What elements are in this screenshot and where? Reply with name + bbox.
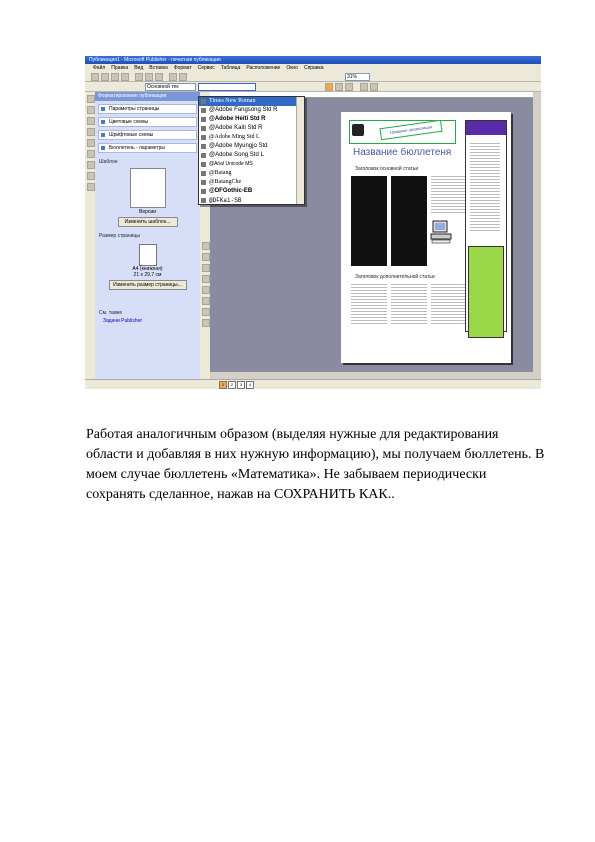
new-icon[interactable] xyxy=(91,73,99,81)
font-option[interactable]: @Adobe Fangsong Std R xyxy=(199,106,304,115)
copy-icon[interactable] xyxy=(145,73,153,81)
formatting-toolbar xyxy=(85,82,541,92)
window-title: Публикация1 - Microsoft Publisher - печатная публикация xyxy=(85,56,541,64)
page-size-icon xyxy=(139,244,157,266)
menu-tools[interactable]: Сервис xyxy=(197,65,215,71)
font-dropdown-list[interactable] xyxy=(198,96,305,205)
sidebar-frame[interactable] xyxy=(465,120,507,332)
table-icon[interactable] xyxy=(87,117,95,125)
print-icon[interactable] xyxy=(121,73,129,81)
menu-help[interactable]: Справка xyxy=(303,65,324,71)
main-headline[interactable]: Заголовок основной статьи xyxy=(355,166,419,172)
menu-bar xyxy=(85,64,541,72)
change-template-button[interactable]: Изменить шаблон... xyxy=(118,217,178,227)
selected-text-column[interactable] xyxy=(391,176,427,266)
align-center-icon[interactable] xyxy=(370,83,378,91)
undo-icon[interactable] xyxy=(169,73,177,81)
font-option[interactable]: Times New Roman xyxy=(199,97,304,106)
newsletter-title[interactable]: Название бюллетеня xyxy=(353,147,452,158)
font-option[interactable]: @Arial Unicode MS xyxy=(199,160,304,169)
color-schemes-item[interactable]: Цветовые схемы xyxy=(98,117,197,127)
line-icon[interactable] xyxy=(87,150,95,158)
menu-file[interactable]: Файл xyxy=(93,65,106,71)
align-left-icon[interactable] xyxy=(360,83,368,91)
menu-edit[interactable]: Правка xyxy=(111,65,129,71)
status-bar xyxy=(85,379,541,389)
page-tab[interactable]: 1 xyxy=(219,381,227,389)
font-option[interactable]: @Adobe Kaiti Std R xyxy=(199,124,304,133)
font-option[interactable]: @DFKai-SB xyxy=(199,196,304,205)
see-also-label: См. также xyxy=(99,310,123,316)
menu-arrange[interactable]: Расположение xyxy=(246,65,281,71)
zoom-select[interactable]: 31% xyxy=(345,73,370,81)
menu-format[interactable]: Формат xyxy=(173,65,192,71)
wordart-icon[interactable] xyxy=(87,128,95,136)
font-option[interactable]: @DFGothic-EB xyxy=(199,187,304,196)
tool-icon[interactable] xyxy=(202,253,210,261)
tool-icon[interactable] xyxy=(202,319,210,327)
text-box-icon[interactable] xyxy=(87,106,95,114)
page-tab[interactable]: 3 xyxy=(237,381,245,389)
computer-clipart-icon[interactable] xyxy=(429,220,455,244)
standard-toolbar xyxy=(85,72,541,82)
font-schemes-item[interactable]: Шрифтовые схемы xyxy=(98,130,197,140)
tool-icon[interactable] xyxy=(202,308,210,316)
redo-icon[interactable] xyxy=(179,73,187,81)
font-option[interactable]: @Adobe Song Std L xyxy=(199,151,304,160)
oval-icon[interactable] xyxy=(87,172,95,180)
bold-icon[interactable] xyxy=(325,83,333,91)
caption-paragraph: Работая аналогичным образом (выделяя нужные для редактирования области и добавляя в них нужную информацию), мы получаем бюллетень. В моем случае бюллетень «Математика». Не забываем периодически сохранять сделанное, нажав на СОХРАНИТЬ КАК.. xyxy=(86,427,545,502)
publisher-tasks-link[interactable]: Задачи Publisher xyxy=(103,318,143,324)
open-icon[interactable] xyxy=(101,73,109,81)
font-option[interactable]: @Adobe Myungjo Std xyxy=(199,142,304,151)
cut-icon[interactable] xyxy=(135,73,143,81)
newsletter-page[interactable] xyxy=(341,112,511,363)
template-label: Шаблон xyxy=(99,159,118,165)
font-option[interactable]: @Adobe Heiti Std R xyxy=(199,115,304,124)
font-option[interactable]: @BatangChe xyxy=(199,178,304,187)
tool-icon[interactable] xyxy=(202,286,210,294)
font-option[interactable]: @Batang xyxy=(199,169,304,178)
secondary-headline[interactable]: Заголовок дополнительной статьи xyxy=(355,274,435,280)
template-name: Версии xyxy=(139,209,156,215)
paste-icon[interactable] xyxy=(155,73,163,81)
publisher-screenshot xyxy=(85,56,541,389)
change-page-size-button[interactable]: Изменить размер страницы... xyxy=(109,280,187,290)
style-select[interactable]: Основной тек xyxy=(145,83,196,91)
tool-icon[interactable] xyxy=(202,242,210,250)
newsletter-header-frame xyxy=(349,120,456,144)
selected-text-column[interactable] xyxy=(351,176,387,266)
underline-icon[interactable] xyxy=(345,83,353,91)
task-pane xyxy=(95,92,201,380)
arrow-icon[interactable] xyxy=(87,161,95,169)
font-option[interactable]: @Adobe Ming Std L xyxy=(199,133,304,142)
rectangle-icon[interactable] xyxy=(87,183,95,191)
page-size-value: A4 (книжная) xyxy=(132,266,163,272)
page-size-label: Размер страницы xyxy=(99,233,140,239)
text-column[interactable] xyxy=(431,284,467,324)
picture-icon[interactable] xyxy=(87,139,95,147)
sidebar-green-box[interactable] xyxy=(468,246,504,338)
task-pane-header: Форматирование публикации xyxy=(95,92,200,101)
page-size-dims: 21 x 29,7 см xyxy=(133,272,162,278)
tool-icon[interactable] xyxy=(202,297,210,305)
menu-insert[interactable]: Вставка xyxy=(149,65,168,71)
page-tab[interactable]: 4 xyxy=(246,381,254,389)
italic-icon[interactable] xyxy=(335,83,343,91)
sidebar-text[interactable] xyxy=(470,143,500,233)
template-thumbnail[interactable] xyxy=(130,168,166,208)
font-select[interactable] xyxy=(198,83,256,91)
menu-table[interactable]: Таблица xyxy=(220,65,241,71)
tool-icon[interactable] xyxy=(202,275,210,283)
text-column[interactable] xyxy=(391,284,427,324)
page-options-item[interactable]: Параметры страницы xyxy=(98,104,197,114)
logo-icon xyxy=(352,124,364,136)
newsletter-options-item[interactable]: Бюллетень - параметры xyxy=(98,143,197,153)
pointer-icon[interactable] xyxy=(87,95,95,103)
sidebar-header xyxy=(466,121,506,135)
text-column[interactable] xyxy=(351,284,387,324)
page-tab[interactable]: 2 xyxy=(228,381,236,389)
save-icon[interactable] xyxy=(111,73,119,81)
text-column[interactable] xyxy=(431,176,467,214)
font-list-scrollbar[interactable] xyxy=(296,97,304,204)
menu-view[interactable]: Вид xyxy=(134,65,144,71)
tool-icon[interactable] xyxy=(202,264,210,272)
menu-window[interactable]: Окно xyxy=(286,65,298,71)
organization-badge[interactable]: Название организации xyxy=(379,120,442,141)
